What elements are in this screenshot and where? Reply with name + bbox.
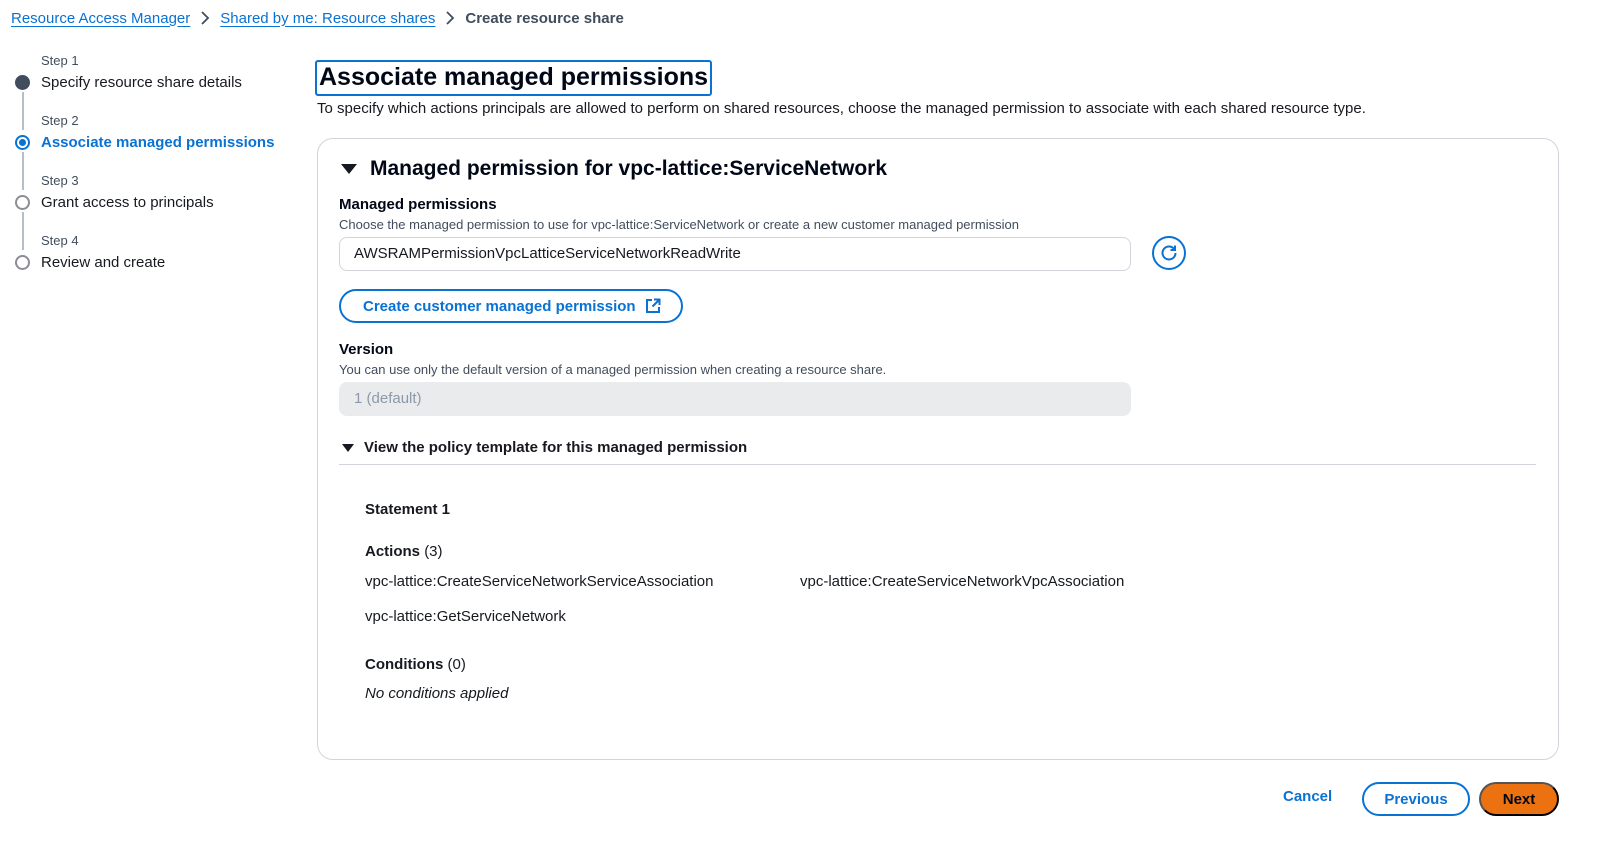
- chevron-right-icon: [435, 11, 465, 25]
- actions-heading: [365, 543, 443, 560]
- step-number: Step 1: [41, 53, 79, 68]
- previous-button[interactable]: Previous: [1362, 782, 1470, 816]
- next-button[interactable]: Next: [1479, 782, 1559, 816]
- conditions-count: (0): [447, 656, 466, 673]
- no-conditions-text: No conditions applied: [365, 685, 509, 702]
- step-label: Grant access to principals: [41, 194, 214, 211]
- chevron-right-icon: [190, 11, 220, 25]
- managed-permission-select[interactable]: AWSRAMPermissionVpcLatticeServiceNetworkReadWrite: [339, 237, 1131, 271]
- panel-header-toggle[interactable]: [340, 157, 887, 181]
- step-label: Associate managed permissions: [41, 134, 275, 151]
- step-label: Review and create: [41, 254, 166, 271]
- managed-permission-panel: [317, 138, 1559, 760]
- cancel-button[interactable]: Cancel: [1283, 788, 1333, 805]
- actions-label: Actions: [365, 543, 421, 560]
- step-pending-icon: [15, 255, 30, 270]
- breadcrumb-current: Create resource share: [465, 9, 624, 27]
- breadcrumb-resource-shares[interactable]: Shared by me: Resource shares: [220, 9, 436, 27]
- step-number: Step 4: [41, 233, 79, 248]
- refresh-icon: [1159, 243, 1179, 263]
- step-number: Step 2: [41, 113, 79, 128]
- version-help: You can use only the default version of a managed permission when creating a resource share.: [339, 362, 887, 377]
- caret-down-icon: [341, 164, 357, 174]
- conditions-heading: [365, 656, 466, 673]
- actions-count: (3): [424, 543, 443, 560]
- expander-label: View the policy template for this managed permission: [364, 439, 748, 456]
- create-customer-managed-permission-button[interactable]: [339, 289, 683, 323]
- page-description: To specify which actions principals are allowed to perform on shared resources, choose the managed permission to associate with each shared resource type.: [317, 100, 1366, 117]
- step-3: [12, 172, 302, 232]
- breadcrumb-resource-access-manager[interactable]: Resource Access Manager: [11, 9, 191, 27]
- step-2[interactable]: [12, 112, 302, 172]
- step-4: [12, 232, 302, 292]
- create-button-label: Create customer managed permission: [363, 297, 636, 315]
- action-item: vpc-lattice:GetServiceNetwork: [365, 608, 566, 625]
- breadcrumb: [11, 8, 624, 28]
- wizard-steps: [12, 52, 302, 292]
- step-pending-icon: [15, 195, 30, 210]
- managed-permissions-help: Choose the managed permission to use for vpc-lattice:ServiceNetwork or create a new customer managed permission: [339, 217, 1019, 232]
- policy-template-expander[interactable]: [342, 439, 747, 456]
- managed-permissions-label: Managed permissions: [339, 196, 497, 213]
- version-select: 1 (default): [339, 382, 1131, 416]
- step-1[interactable]: [12, 52, 302, 112]
- external-link-icon: [645, 298, 661, 314]
- conditions-label: Conditions: [365, 656, 444, 673]
- step-number: Step 3: [41, 173, 79, 188]
- step-current-icon: [15, 135, 30, 150]
- action-item: vpc-lattice:CreateServiceNetworkVpcAssociation: [800, 573, 1125, 590]
- divider: [339, 464, 1536, 465]
- caret-down-icon: [342, 444, 354, 452]
- page-title: Associate managed permissions: [315, 60, 712, 96]
- action-item: vpc-lattice:CreateServiceNetworkServiceAssociation: [365, 573, 714, 590]
- version-label: Version: [339, 341, 394, 358]
- step-label: Specify resource share details: [41, 74, 242, 91]
- statement-title: Statement 1: [365, 501, 451, 518]
- panel-title: Managed permission for vpc-lattice:ServiceNetwork: [370, 157, 887, 180]
- refresh-button[interactable]: [1152, 236, 1186, 270]
- step-completed-icon: [15, 75, 30, 90]
